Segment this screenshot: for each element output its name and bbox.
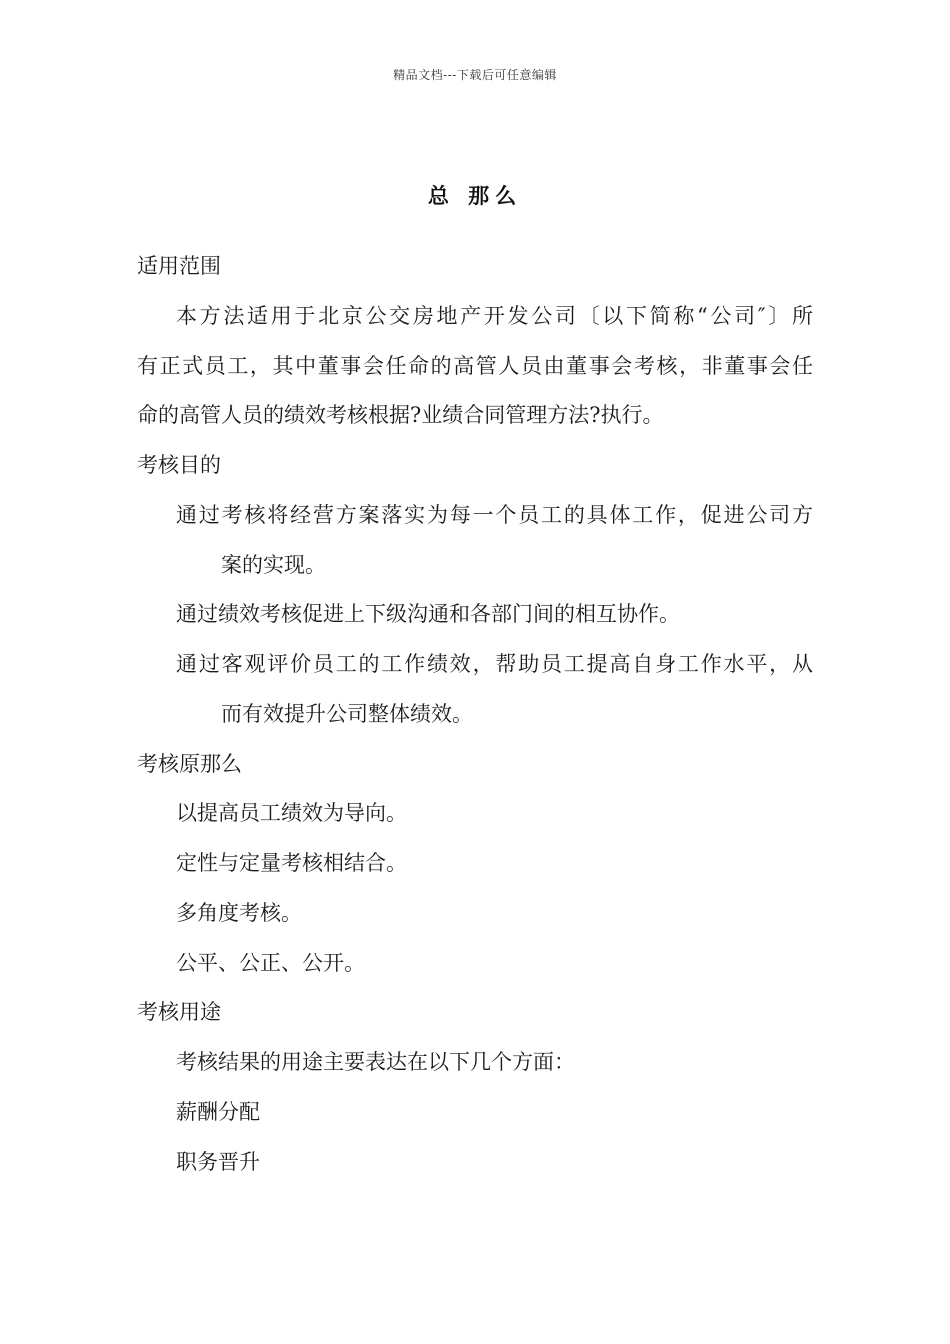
list-item: 通过考核将经营方案落实为每一个员工的具体工作，促进公司方 [176,503,813,527]
section-heading-purpose: 考核目的 [137,453,221,477]
list-item: 多角度考核。 [176,901,302,925]
list-item: 职务晋升 [176,1150,260,1174]
list-item-continuation: 而有效提升公司整体绩效。 [221,702,473,726]
section-heading-uses: 考核用途 [137,1000,221,1024]
list-item: 薪酬分配 [176,1100,260,1124]
paragraph-line: 命的高管人员的绩效考核根据?业绩合同管理方法?执行。 [137,403,664,427]
list-item-continuation: 案的实现。 [221,553,326,577]
paragraph-line: 本方法适用于北京公交房地产开发公司〔以下简称“公司″〕所 [176,304,813,328]
section-heading-scope: 适用范围 [137,254,221,278]
list-item: 以提高员工绩效为导向。 [176,801,407,825]
paragraph-line: 有正式员工，其中董事会任命的高管人员由董事会考核，非董事会任 [137,354,813,378]
list-item: 定性与定量考核相结合。 [176,851,407,875]
list-item: 通过客观评价员工的工作绩效，帮助员工提高自身工作水平，从 [176,652,813,676]
header-watermark: 精品文档---下载后可任意编辑 [393,68,557,82]
section-heading-principles: 考核原那么 [137,752,242,776]
list-item: 考核结果的用途主要表达在以下几个方面： [176,1050,575,1074]
list-item: 公平、公正、公开。 [176,951,365,975]
page-title: 总 那么 [427,183,523,208]
list-item: 通过绩效考核促进上下级沟通和各部门间的相互协作。 [176,602,680,626]
